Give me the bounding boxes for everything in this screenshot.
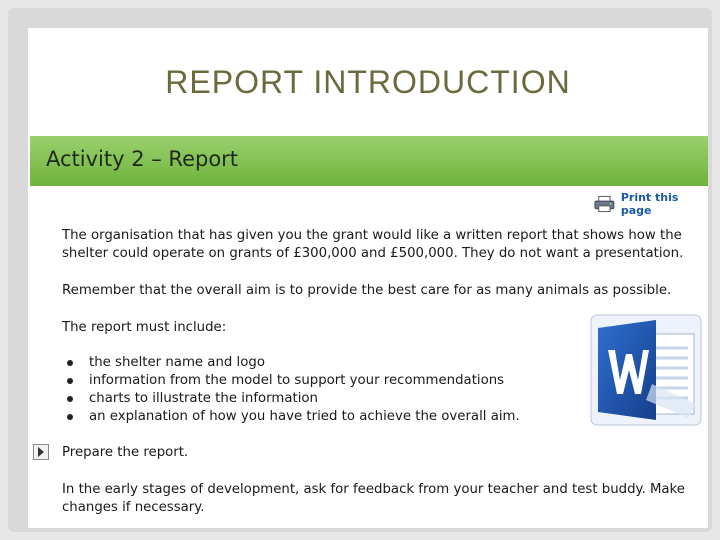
print-page-link[interactable] [594,191,708,217]
print-page-label: Print this page [620,191,679,217]
list-item: information from the model to support your recommendations [62,372,520,390]
activity-screenshot [30,136,708,528]
aim-paragraph: Remember that the overall aim is to provide the best care for as many animals as possible. [62,283,672,298]
requirements-list [62,354,520,426]
list-item: charts to illustrate the information [62,390,520,408]
list-item: an explanation of how you have tried to achieve the overall aim. [62,408,520,426]
slide-title: REPORT INTRODUCTION [165,64,571,100]
slide-frame [8,8,712,532]
activity-title: Activity 2 – Report [46,147,239,171]
list-item: the shelter name and logo [62,354,520,372]
activity-banner [30,136,708,186]
feedback-paragraph: In the early stages of development, ask for feedback from your teacher and test buddy. Make changes if necessary. [62,482,685,515]
intro-paragraph: The organisation that has given you the grant would like a written report that shows how the shelter could operate on grants of £300,000 and £500,000. They do not want a presentation. [62,228,684,261]
printer-icon [594,195,615,213]
include-heading: The report must include: [62,320,227,335]
play-arrow-icon[interactable] [33,444,49,460]
microsoft-word-icon [590,314,702,426]
task-text: Prepare the report. [62,445,189,460]
